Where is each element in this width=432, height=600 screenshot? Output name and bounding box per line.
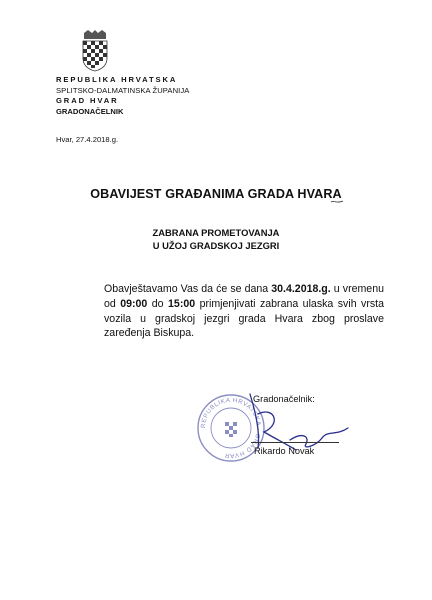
- document-title: OBAVIJEST GRAĐANIMA GRADA HVARA: [90, 187, 342, 201]
- scan-mark: [330, 198, 344, 206]
- body-text-2: u vremenu od: [104, 283, 384, 310]
- document-subtitle: [0, 227, 432, 252]
- body-date: 30.4.2018.g.: [271, 283, 331, 295]
- body-text-3: do: [147, 297, 169, 310]
- body-time-to: 15:00: [168, 297, 196, 310]
- letterhead-county: SPLITSKO-DALMATINSKA ŽUPANIJA: [56, 85, 190, 95]
- signer-title: Gradonačelnik:: [253, 394, 315, 404]
- stamp-text: REPUBLIKA HRVATSKA · GRAD HVAR: [199, 396, 263, 460]
- letterhead-city: GRAD HVAR: [56, 96, 119, 106]
- letterhead-country: REPUBLIKA HRVATSKA: [56, 75, 178, 84]
- notice-body: [104, 282, 384, 341]
- document-date: Hvar, 27.4.2018.g.: [56, 135, 119, 144]
- body-text-1: Obavještavamo Vas da će se dana: [104, 283, 272, 295]
- signer-name: Rikardo Novak: [254, 446, 315, 456]
- croatian-coat-of-arms-icon: [82, 30, 108, 72]
- body-text-4: primjenjivati zabrana ulaska svih vrsta vozila u gradskoj jezgri grada Hvara zbog proslave zaređenja Biskupa.: [104, 297, 384, 340]
- signature-line: [251, 442, 339, 443]
- letterhead-office: GRADONAČELNIK: [56, 106, 124, 116]
- letterhead: [56, 75, 189, 117]
- body-time-from: 09:00: [120, 297, 148, 310]
- subtitle-line-2: U UŽOJ GRADSKOJ JEZGRI: [152, 239, 280, 251]
- subtitle-line-1: ZABRANA PROMETOVANJA: [152, 227, 280, 238]
